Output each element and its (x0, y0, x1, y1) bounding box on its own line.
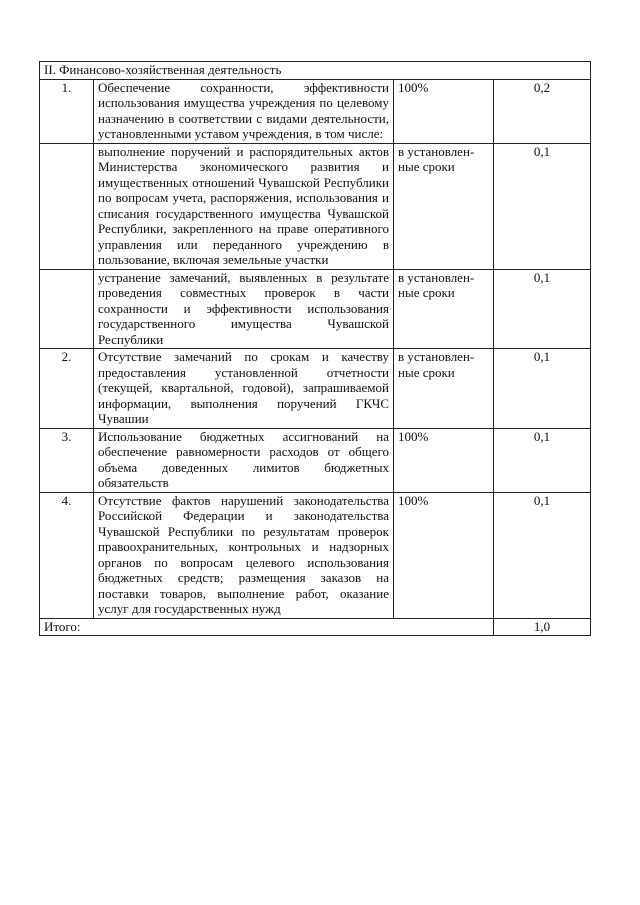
row-term: в установлен-ные сроки (394, 143, 494, 269)
row-number: 3. (40, 428, 94, 492)
row-weight: 0,1 (494, 428, 591, 492)
table-row (40, 428, 591, 492)
row-weight: 0,2 (494, 79, 591, 143)
row-weight: 0,1 (494, 143, 591, 269)
total-label: Итого: (40, 618, 494, 636)
row-text: Использование бюджетных ассигнований на обеспечение равномерности расходов от общего объема доведенных лимитов бюджетных обязательств (94, 428, 394, 492)
row-text: Отсутствие замечаний по срокам и качеству предоставления установленной отчетности (текущей, квартальной, годовой), запрашиваемой информации, выполнения поручений ГКЧС Чувашии (94, 349, 394, 429)
section-header-row (40, 62, 591, 80)
row-term: в установлен-ные сроки (394, 349, 494, 429)
total-weight: 1,0 (494, 618, 591, 636)
row-weight: 0,1 (494, 492, 591, 618)
row-term: 100% (394, 428, 494, 492)
table-row (40, 79, 591, 143)
row-text: Отсутствие фактов нарушений законодательства Российской Федерации и законодательства Чувашской Республики по результатам проверок правоохранительных, контрольных и надзорных органов по вопросам целевого использования бюджетных средств; размещения заказов на поставки товаров, выполнение работ, оказание услуг для государственных нужд (94, 492, 394, 618)
row-term: 100% (394, 492, 494, 618)
row-text: выполнение поручений и распорядительных актов Министерства экономического развития и имущественных отношений Чувашской Республики по вопросам учета, распоряжения, использования и списания государственного имущества Чувашской Республики, закрепленного на праве оперативного управления или переданного учреждению в пользование, включая земельные участки (94, 143, 394, 269)
row-number: 4. (40, 492, 94, 618)
row-text: Обеспечение сохранности, эффективности использования имущества учреждения по целевому назначению в соответствии с видами деятельности, установленными уставом учреждения, в том числе: (94, 79, 394, 143)
row-number (40, 143, 94, 269)
table-row (40, 349, 591, 429)
row-number: 2. (40, 349, 94, 429)
total-row (40, 618, 591, 636)
row-term: в установлен-ные сроки (394, 269, 494, 349)
section-title: II. Финансово-хозяйственная деятельность (40, 62, 591, 80)
row-number (40, 269, 94, 349)
table-row (40, 269, 591, 349)
table-row (40, 143, 591, 269)
row-term: 100% (394, 79, 494, 143)
row-number: 1. (40, 79, 94, 143)
row-weight: 0,1 (494, 269, 591, 349)
row-text: устранение замечаний, выявленных в результате проведения совместных проверок в части сохранности и эффективности использования государственного имущества Чувашской Республики (94, 269, 394, 349)
table-row (40, 492, 591, 618)
row-weight: 0,1 (494, 349, 591, 429)
criteria-table (39, 61, 591, 636)
